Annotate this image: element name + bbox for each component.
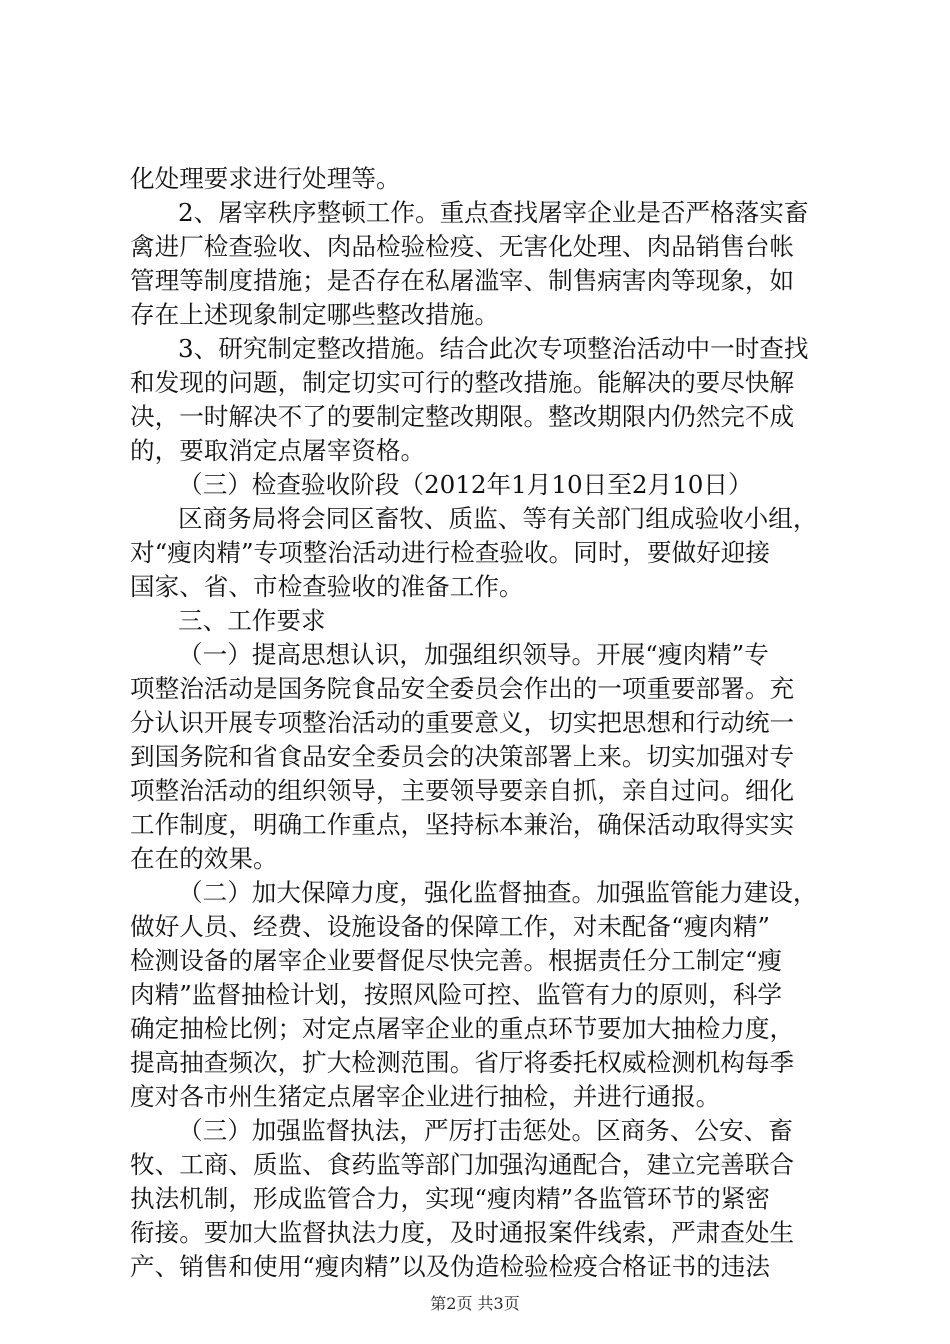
text-line: 提高抽查频次，扩大检测范围。省厅将委托权威检测机构每季 [130,1048,795,1077]
text-line: 衔接。要加大监督执法力度，及时通报案件线索，严肃查处生 [130,1218,795,1247]
text-line: 3、研究制定整改措施。结合此次专项整治活动中一时查找 [178,334,809,363]
text-line: 工作制度，明确工作重点，坚持标本兼治，确保活动取得实实 [130,810,795,839]
text-line: 决，一时解决不了的要制定整改期限。整改期限内仍然完不成 [130,402,795,431]
text-line: （二）加大保障力度，强化监督抽查。加强监管能力建设， [178,878,818,907]
text-line: 和发现的问题，制定切实可行的整改措施。能解决的要尽快解 [130,368,795,397]
text-line: 做好人员、经费、设施设备的保障工作，对未配备“瘦肉精” [130,912,770,941]
section-heading: （三）检查验收阶段（2012年1月10日至2月10日） [178,470,753,499]
page-number-footer: 第2页 共3页 [430,1294,520,1313]
text-line: （一）提高思想认识，加强组织领导。开展“瘦肉精”专 [178,640,769,669]
text-line: 在在的效果。 [130,844,278,873]
text-line: 分认识开展专项整治活动的重要意义，切实把思想和行动统一 [130,708,795,737]
text-line: 的，要取消定点屠宰资格。 [130,436,426,465]
text-line: 管理等制度措施；是否存在私屠滥宰、制售病害肉等现象，如 [130,266,795,295]
text-line: 禽进厂检查验收、肉品检验检疫、无害化处理、肉品销售台帐 [130,232,795,261]
text-line: 牧、工商、质监、食药监等部门加强沟通配合，建立完善联合 [130,1150,795,1179]
text-line: （三）加强监督执法，严厉打击惩处。区商务、公安、畜 [178,1116,793,1145]
text-line: 对“瘦肉精”专项整治活动进行检查验收。同时，要做好迎接 [130,538,770,567]
text-line: 产、销售和使用“瘦肉精”以及伪造检验检疫合格证书的违法 [130,1252,770,1281]
text-line: 确定抽检比例；对定点屠宰企业的重点环节要加大抽检力度， [130,1014,795,1043]
text-line: 化处理要求进行处理等。 [130,164,401,193]
text-line: 项整治活动的组织领导，主要领导要亲自抓，亲自过问。细化 [130,776,795,805]
text-line: 执法机制，形成监管合力，实现“瘦肉精”各监管环节的紧密 [130,1184,770,1213]
text-line: 度对各市州生猪定点屠宰企业进行抽检，并进行通报。 [130,1082,721,1111]
text-line: 区商务局将会同区畜牧、质监、等有关部门组成验收小组， [178,504,818,533]
text-line: 存在上述现象制定哪些整改措施。 [130,300,499,329]
text-line: 肉精”监督抽检计划，按照风险可控、监管有力的原则，科学 [130,980,783,1009]
text-line: 2、屠宰秩序整顿工作。重点查找屠宰企业是否严格落实畜 [178,198,809,227]
text-line: 到国务院和省食品安全委员会的决策部署上来。切实加强对专 [130,742,795,771]
text-line: 国家、省、市检查验收的准备工作。 [130,572,524,601]
text-line: 项整治活动是国务院食品安全委员会作出的一项重要部署。充 [130,674,795,703]
text-line: 检测设备的屠宰企业要督促尽快完善。根据责任分工制定“瘦 [130,946,783,975]
section-heading: 三、工作要求 [178,606,326,635]
